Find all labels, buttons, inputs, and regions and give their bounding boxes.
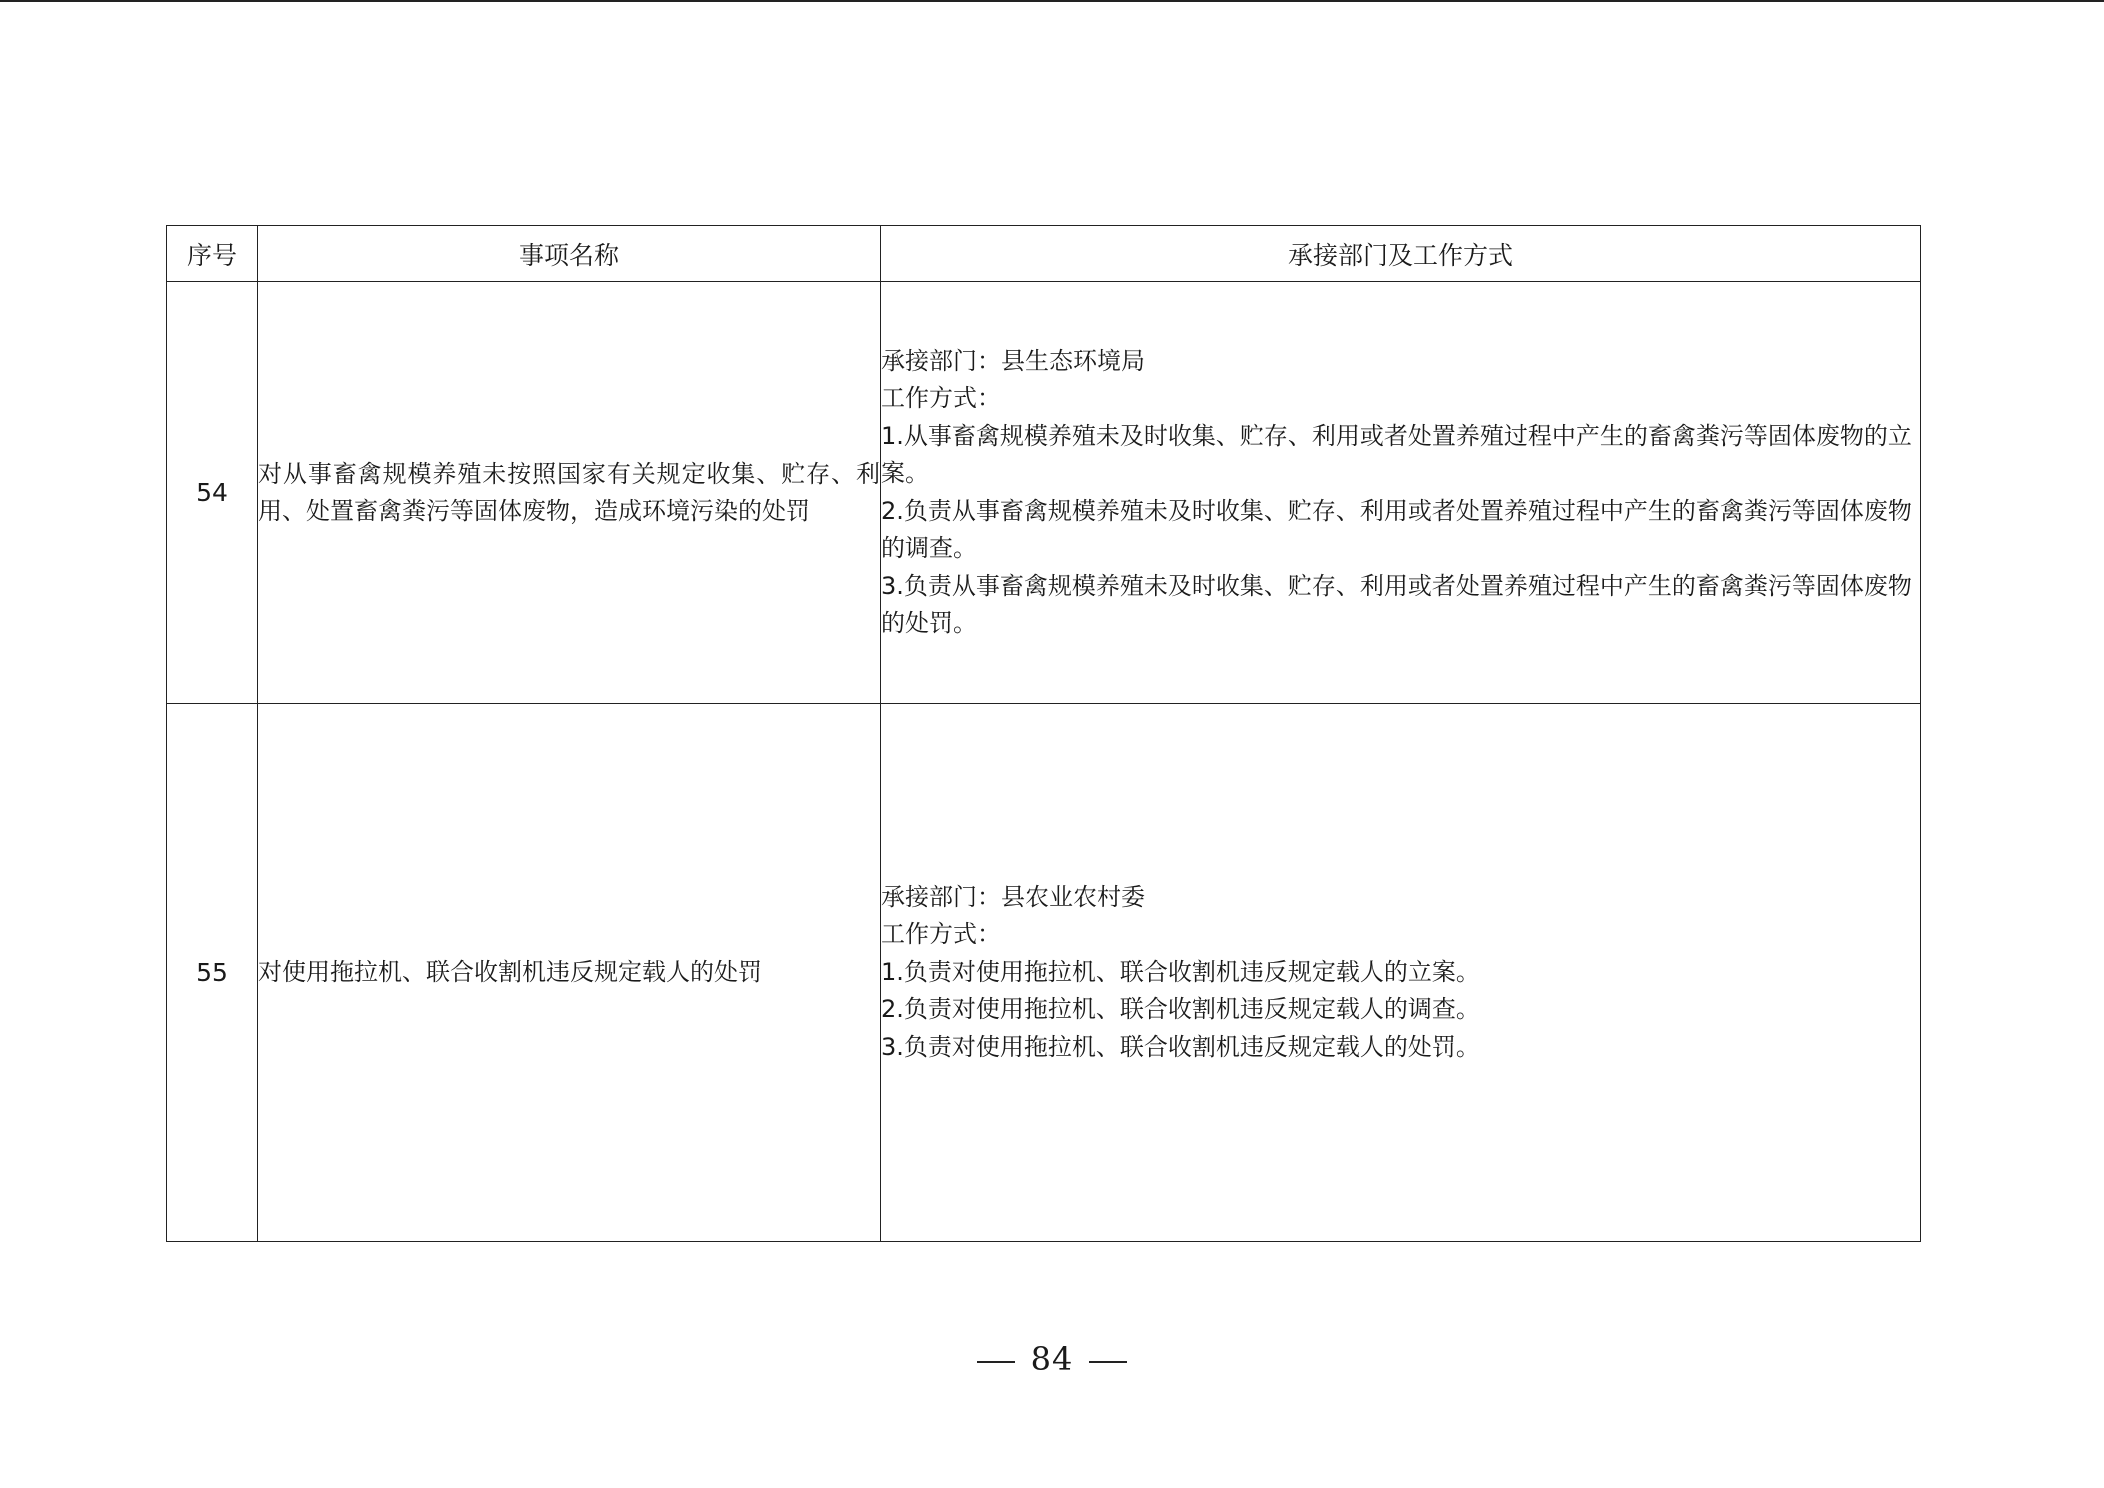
row-serial-number: 55: [167, 704, 258, 1242]
step-text: 从事畜禽规模养殖未及时收集、贮存、利用或者处置养殖过程中产生的畜禽粪污等固体废物的立案。: [881, 421, 1912, 487]
page-footer: [0, 1340, 2104, 1378]
step-number: 1.: [881, 421, 904, 450]
header-department-method: 承接部门及工作方式: [881, 226, 1921, 282]
work-method-label: 工作方式：: [881, 384, 1001, 412]
work-step: [881, 1029, 1920, 1067]
row-department-method: [881, 282, 1921, 704]
header-serial-number: 序号: [167, 226, 258, 282]
table-row: [167, 704, 1921, 1242]
step-text: 负责从事畜禽规模养殖未及时收集、贮存、利用或者处置养殖过程中产生的畜禽粪污等固体废物的调查。: [881, 496, 1912, 562]
step-text: 负责对使用拖拉机、联合收割机违反规定载人的处罚。: [903, 1032, 1480, 1061]
step-text: 负责对使用拖拉机、联合收割机违反规定载人的立案。: [903, 957, 1480, 986]
footer-left-dash: [977, 1361, 1015, 1363]
top-border-line: [0, 0, 2104, 2]
department-line: 承接部门：县农业农村委: [881, 882, 1145, 911]
work-method-label: 工作方式：: [881, 920, 1001, 949]
row-department-method: [881, 704, 1921, 1242]
step-text: 负责对使用拖拉机、联合收割机违反规定载人的调查。: [903, 995, 1480, 1024]
step-number: 3.: [881, 1032, 904, 1061]
header-matter-name: 事项名称: [258, 226, 881, 282]
step-number: 2.: [881, 496, 904, 525]
work-step: [881, 954, 1920, 992]
footer-right-dash: [1089, 1361, 1127, 1363]
work-step: [881, 568, 1920, 643]
work-step: [881, 991, 1920, 1029]
step-number: 1.: [881, 957, 904, 986]
step-number: 3.: [881, 571, 904, 600]
table-row: [167, 282, 1921, 704]
row-serial-number: 54: [167, 282, 258, 704]
step-text: 负责从事畜禽规模养殖未及时收集、贮存、利用或者处置养殖过程中产生的畜禽粪污等固体废物的处罚。: [881, 571, 1912, 637]
page-number: 84: [1030, 1340, 1074, 1378]
table-header-row: [167, 226, 1921, 282]
matters-table: [166, 225, 1921, 1242]
work-step: [881, 418, 1920, 493]
work-step: [881, 493, 1920, 568]
department-line: 承接部门：县生态环境局: [881, 346, 1145, 375]
step-number: 2.: [881, 995, 904, 1024]
row-matter-name: 对从事畜禽规模养殖未按照国家有关规定收集、贮存、利用、处置畜禽粪污等固体废物，造成环境污染的处罚: [258, 282, 881, 704]
row-matter-name: 对使用拖拉机、联合收割机违反规定载人的处罚: [258, 704, 881, 1242]
